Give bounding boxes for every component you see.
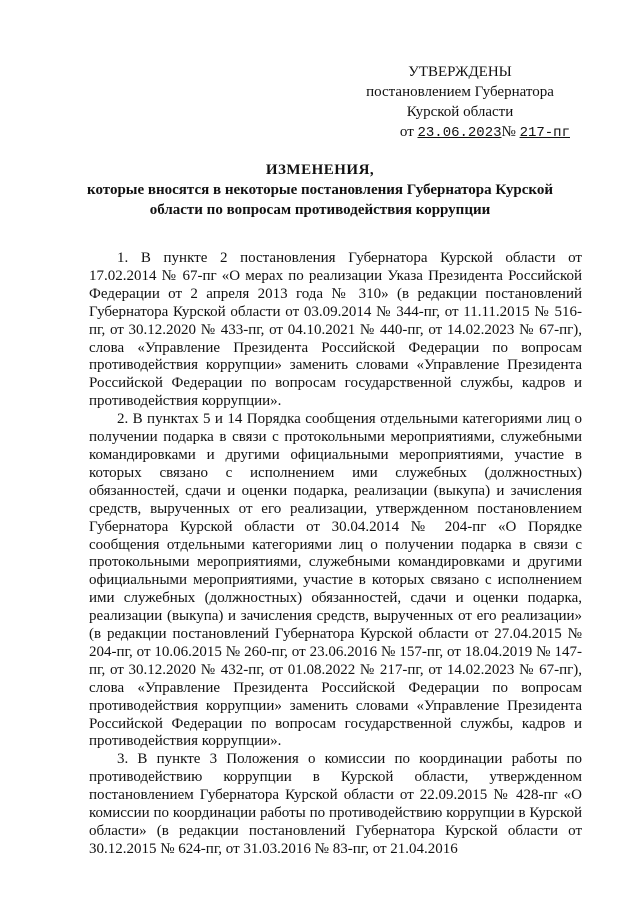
approval-date: 23.06.2023 bbox=[417, 125, 502, 141]
paragraph-3: 3. В пункте 3 Положения о комиссии по координации работы по противодействию коррупции в Курской области, утвержденном постановлением Губернатора Курской области от 22.09.2015 № 428-пг «О комиссии по координации работы по противодействию коррупции в Курской области» (в редакции постановлений Губернатора Курской области от 30.12.2015 № 624-пг, от 31.03.2016 № 83-пг, от 21.04.2016 bbox=[89, 751, 582, 857]
document-title-block bbox=[60, 160, 580, 220]
paragraph-1: 1. В пункте 2 постановления Губернатора Курской области от 17.02.2014 № 67-пг «О мерах по реализации Указа Президента Российской Федерации от 2 апреля 2013 года № 310» (в редакции постановлений Губернатора Курской области от 03.09.2014 № 344-пг, от 11.11.2015 № 516-пг, от 30.12.2020 № 433-пг, от 04.10.2021 № 440-пг, от 14.02.2023 № 67-пг), слова «Управление Президента Российской Федерации по вопросам противодействия коррупции» заменить словами «Управление Президента Российской Федерации по вопросам государственной службы, кадров и противодействия коррупции». bbox=[89, 250, 582, 410]
approval-heading: УТВЕРЖДЕНЫ bbox=[408, 64, 512, 80]
document-title: ИЗМЕНЕНИЯ, bbox=[265, 162, 375, 178]
approval-stamp bbox=[340, 62, 580, 143]
approval-date-line bbox=[340, 122, 580, 143]
approval-line-1: постановлением Губернатора bbox=[366, 84, 554, 100]
date-prefix: от bbox=[399, 124, 414, 140]
document-body bbox=[89, 250, 582, 859]
paragraph-2: 2. В пунктах 5 и 14 Порядка сообщения отдельными категориями лиц о получении подарка в связи с протокольными мероприятиями, служебными командировками и другими официальными мероприятиями, участие в которых связано с исполнением ими служебных (должностных) обязанностей, сдачи и оценки подарка, реализации (выкупа) и зачисления средств, вырученных от его реализации, утвержденном постановлением Губернатора Курской области от 30.04.2014 № 204-пг «О Порядке сообщения отдельными категориями лиц о получении подарка в связи с протокольными мероприятиями, служебными командировками и другими официальными мероприятиями, участие в которых связано с исполнением ими служебных (должностных) обязанностей, сдачи и оценки подарка, реализации (выкупа) и зачисления средств, вырученных от его реализации» (в редакции постановлений Губернатора Курской области от 27.04.2015 № 204-пг, от 10.06.2015 № 260-пг, от 23.06.2016 № 157-пг, от 18.04.2019 № 147-пг, от 30.12.2020 № 432-пг, от 01.08.2022 № 217-пг, от 14.02.2023 № 67-пг), слова «Управление Президента Российской Федерации по вопросам противодействия коррупции» заменить словами «Управление Президента Российской Федерации по вопросам государственной службы, кадров и противодействия коррупции». bbox=[89, 411, 582, 750]
approval-line-2: Курской области bbox=[406, 104, 514, 120]
number-prefix: № bbox=[501, 124, 516, 140]
document-subtitle: которые вносятся в некоторые постановления Губернатора Курской области по вопросам противодействия коррупции bbox=[87, 182, 553, 218]
approval-number: 217-пг bbox=[519, 125, 570, 141]
